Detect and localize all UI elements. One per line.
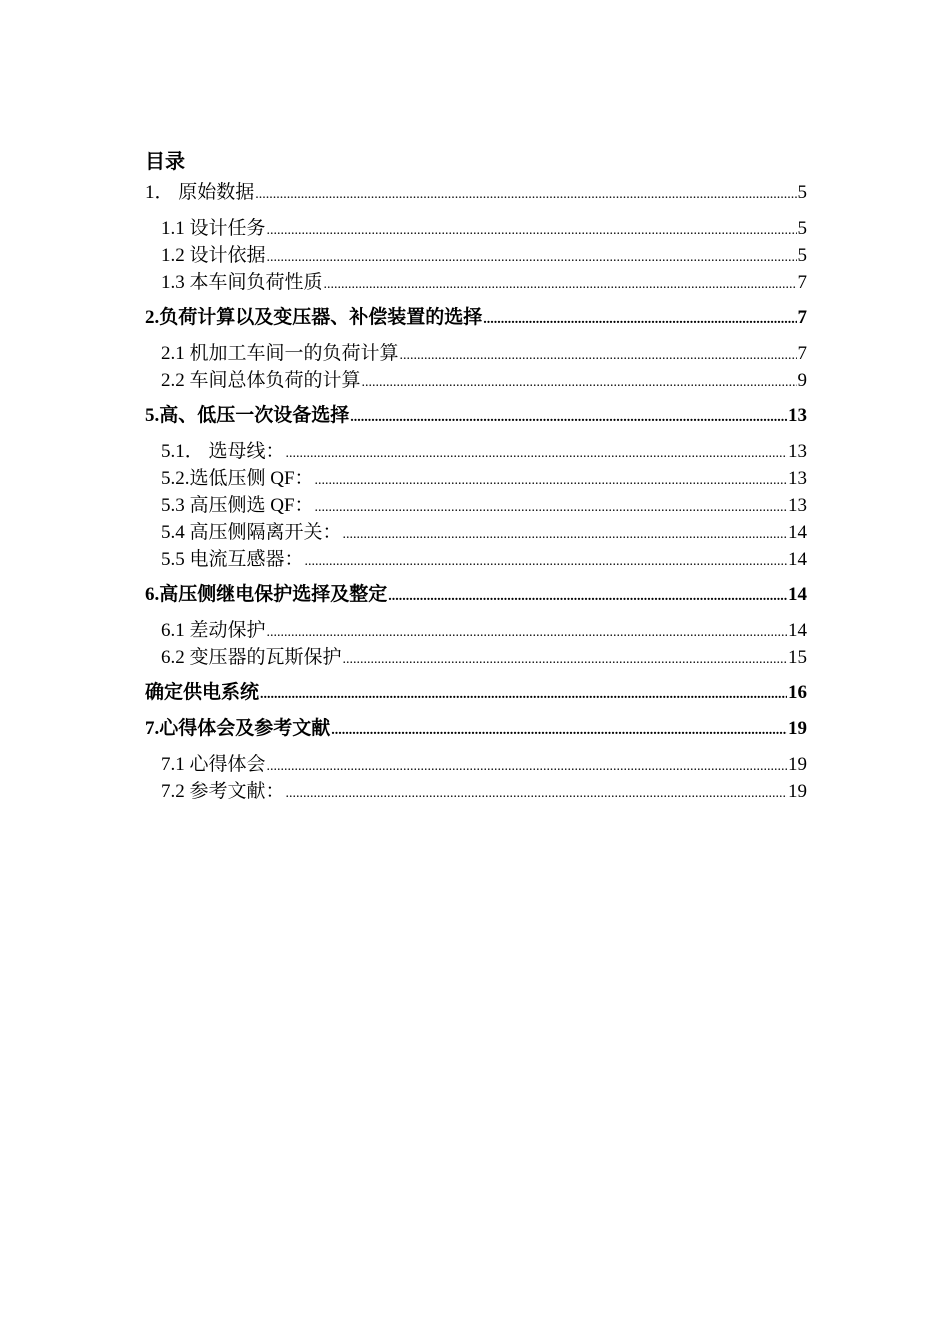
toc-entry-page: 13 [788, 405, 807, 426]
toc-entry-page: 19 [788, 781, 807, 802]
toc-entry-label: 确定供电系统 [145, 682, 260, 703]
toc-entry[interactable] [145, 520, 807, 547]
toc-entry-label: 1.3 本车间负荷性质 [161, 272, 323, 293]
toc-entry[interactable] [145, 680, 807, 708]
toc-entry-page: 13 [788, 495, 807, 516]
toc-entry[interactable] [145, 752, 807, 779]
toc-entry[interactable] [145, 645, 807, 672]
dot-leader [267, 618, 787, 645]
toc-entry[interactable] [145, 582, 807, 610]
toc-entry[interactable] [145, 547, 807, 574]
dot-leader [267, 216, 797, 243]
toc-entry[interactable] [145, 341, 807, 368]
dot-leader [350, 403, 787, 431]
toc-entry-page: 7 [797, 307, 807, 328]
table-of-contents [145, 150, 807, 806]
toc-entry-label: 7.1 心得体会 [161, 754, 266, 775]
toc-entry[interactable] [145, 779, 807, 806]
toc-entry-label: 5.5 电流互感器： [161, 549, 304, 570]
dot-leader [331, 716, 787, 744]
dot-leader [267, 752, 787, 779]
dot-leader [324, 270, 797, 297]
toc-entry[interactable] [145, 439, 807, 466]
toc-entry-label: 7.2 参考文献： [161, 781, 285, 802]
toc-entry[interactable] [145, 270, 807, 297]
toc-entry-page: 7 [797, 343, 807, 364]
dot-leader [362, 368, 797, 395]
toc-entry-page: 5 [797, 218, 807, 239]
toc-entry-page: 14 [788, 584, 807, 605]
toc-entry[interactable] [145, 716, 807, 744]
toc-entry-page: 16 [788, 682, 807, 703]
toc-entry-label: 2.2 车间总体负荷的计算 [161, 370, 361, 391]
toc-entry-page: 13 [788, 441, 807, 462]
toc-entry-page: 5 [797, 182, 807, 203]
toc-entry-page: 14 [788, 549, 807, 570]
dot-leader [260, 680, 787, 708]
dot-leader [400, 341, 797, 368]
dot-leader [315, 466, 787, 493]
toc-entry-label: 5.1． 选母线： [161, 441, 285, 462]
toc-entry[interactable] [145, 368, 807, 395]
dot-leader [315, 493, 787, 520]
toc-entry-label: 5.2.选低压侧 QF： [161, 468, 314, 489]
toc-entry-page: 7 [797, 272, 807, 293]
toc-entry[interactable] [145, 493, 807, 520]
toc-entry-page: 5 [797, 245, 807, 266]
toc-entry-label: 6.2 变压器的瓦斯保护 [161, 647, 342, 668]
dot-leader [483, 305, 796, 333]
toc-entry[interactable] [145, 216, 807, 243]
toc-entry-label: 1.2 设计依据 [161, 245, 266, 266]
dot-leader [343, 520, 787, 547]
dot-leader [343, 645, 787, 672]
toc-entry-page: 14 [788, 522, 807, 543]
toc-entry-label: 1.1 设计任务 [161, 218, 266, 239]
toc-entry-label: 7.心得体会及参考文献 [145, 718, 331, 739]
toc-entry[interactable] [145, 305, 807, 333]
toc-entry-label: 6.高压侧继电保护选择及整定 [145, 584, 388, 605]
dot-leader [267, 243, 797, 270]
toc-title: 目录 [145, 151, 185, 173]
dot-leader [255, 180, 796, 208]
toc-entry-label: 1． 原始数据 [145, 182, 255, 203]
toc-entry-page: 19 [788, 754, 807, 775]
toc-entry-label: 5.4 高压侧隔离开关： [161, 522, 342, 543]
toc-entry-label: 6.1 差动保护 [161, 620, 266, 641]
toc-entry-page: 15 [788, 647, 807, 668]
dot-leader [286, 439, 787, 466]
dot-leader [305, 547, 787, 574]
toc-entry-label: 5.3 高压侧选 QF： [161, 495, 314, 516]
toc-entry[interactable] [145, 466, 807, 493]
toc-entry-label: 5.高、低压一次设备选择 [145, 405, 350, 426]
toc-entry[interactable] [145, 403, 807, 431]
dot-leader [286, 779, 787, 806]
toc-entry-page: 9 [797, 370, 807, 391]
toc-entry-page: 14 [788, 620, 807, 641]
toc-entry[interactable] [145, 243, 807, 270]
dot-leader [388, 582, 787, 610]
toc-entry[interactable] [145, 618, 807, 645]
toc-entry-label: 2.负荷计算以及变压器、补偿装置的选择 [145, 307, 483, 328]
toc-entry-page: 19 [788, 718, 807, 739]
toc-entry[interactable] [145, 180, 807, 208]
toc-entry-label: 2.1 机加工车间一的负荷计算 [161, 343, 399, 364]
toc-entry-page: 13 [788, 468, 807, 489]
